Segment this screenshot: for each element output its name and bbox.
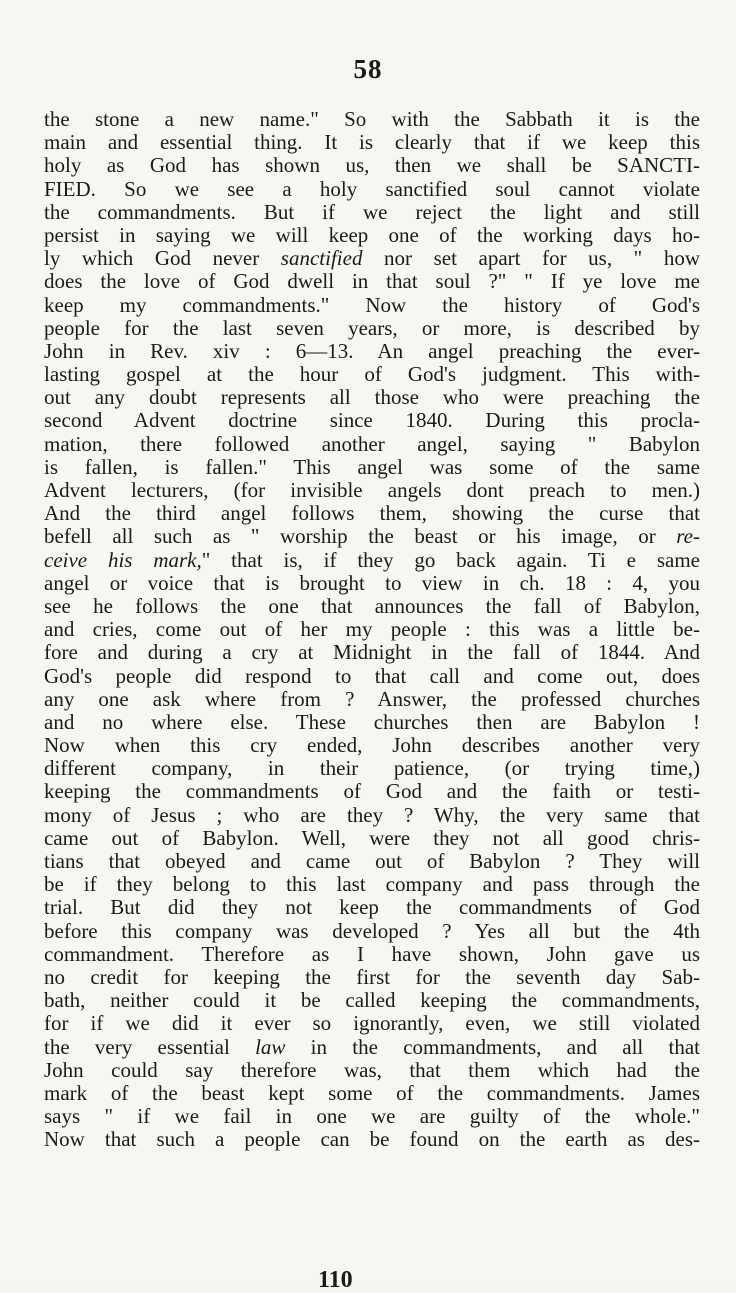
text-line: Advent lecturers, (for invisible angels dont preach to men.)	[44, 478, 700, 502]
text-line: be if they belong to this last company and pass through the	[44, 872, 700, 897]
text-line: God's people did respond to that call and come out, does	[44, 663, 700, 688]
text-line: fore and during a cry at Midnight in the fall of 1844. And	[44, 640, 700, 665]
text-line: holy as God has shown us, then we shall be SANCTI-	[44, 153, 700, 178]
text-line: came out of Babylon. Well, were they not all good chris-	[44, 825, 700, 850]
text-line: trial. But did they not keep the commandments of God	[44, 895, 700, 920]
text-line: angel or voice that is brought to view in ch. 18 : 4, you	[44, 570, 700, 595]
text-line: ly which God never sanctified nor set apart for us, " how	[44, 246, 700, 271]
text-line: And the third angel follows them, showing the curse that	[44, 501, 700, 526]
text-line: Now that such a people can be found on the earth as des-	[44, 1127, 700, 1152]
text-line: people for the last seven years, or more, is described by	[44, 315, 700, 340]
text-line: says " if we fail in one we are guilty of the whole."	[44, 1104, 700, 1129]
text-line: lasting gospel at the hour of God's judgment. This with-	[44, 362, 700, 387]
text-line: any one ask where from ? Answer, the professed churches	[44, 686, 700, 711]
text-line: different company, in their patience, (or trying time,)	[44, 756, 700, 781]
text-line: Now when this cry ended, John describes another very	[44, 733, 700, 758]
text-line: ceive his mark," that is, if they go back again. Ti e same	[44, 547, 700, 572]
text-line: second Advent doctrine since 1840. During this procla-	[44, 408, 700, 433]
text-line: the stone a new name." So with the Sabbath it is the	[44, 107, 700, 131]
text-line: and cries, come out of her my people : this was a little be-	[44, 617, 700, 642]
text-line: John could say therefore was, that them which had the	[44, 1057, 700, 1082]
text-line: main and essential thing. It is clearly that if we keep this	[44, 130, 700, 155]
text-line: and no where else. These churches then are Babylon !	[44, 709, 700, 734]
text-line: out any doubt represents all those who were preaching the	[44, 385, 700, 410]
text-line: keeping the commandments of God and the faith or testi-	[44, 779, 700, 804]
text-line: keep my commandments." Now the history of God's	[44, 292, 700, 317]
text-line: see he follows the one that announces the fall of Babylon,	[44, 593, 700, 618]
text-line: before this company was developed ? Yes all but the 4th	[44, 918, 700, 943]
page-number: 58	[353, 54, 383, 84]
text-line: the commandments. But if we reject the light and still	[44, 199, 700, 224]
next-page-fragment: 110	[318, 1267, 353, 1293]
text-line: persist in saying we will keep one of the working days ho-	[44, 222, 700, 247]
text-line: tians that obeyed and came out of Babylon ? They will	[44, 849, 700, 873]
text-line: bath, neither could it be called keeping the commandments,	[44, 988, 700, 1013]
text-line: befell all such as " worship the beast or his image, or re-	[44, 524, 700, 549]
text-line: commandment. Therefore as I have shown, John gave us	[44, 941, 700, 966]
text-line: the very essential law in the commandments, and all that	[44, 1034, 701, 1059]
text-line: FIED. So we see a holy sanctified soul cannot violate	[44, 176, 700, 201]
text-line: does the love of God dwell in that soul ?" " If ye love me	[44, 269, 700, 294]
text-line: mark of the beast kept some of the commandments. James	[44, 1080, 700, 1105]
text-line: for if we did it ever so ignorantly, even, we still violated	[44, 1011, 700, 1036]
text-line: mony of Jesus ; who are they ? Why, the very same that	[44, 802, 700, 827]
text-line: no credit for keeping the first for the seventh day Sab-	[44, 964, 700, 989]
body-text	[44, 108, 700, 1151]
text-line: John in Rev. xiv : 6—13. An angel preaching the ever-	[44, 338, 700, 363]
text-line: is fallen, is fallen." This angel was some of the same	[44, 454, 700, 479]
text-line: mation, there followed another angel, saying " Babylon	[44, 431, 700, 456]
